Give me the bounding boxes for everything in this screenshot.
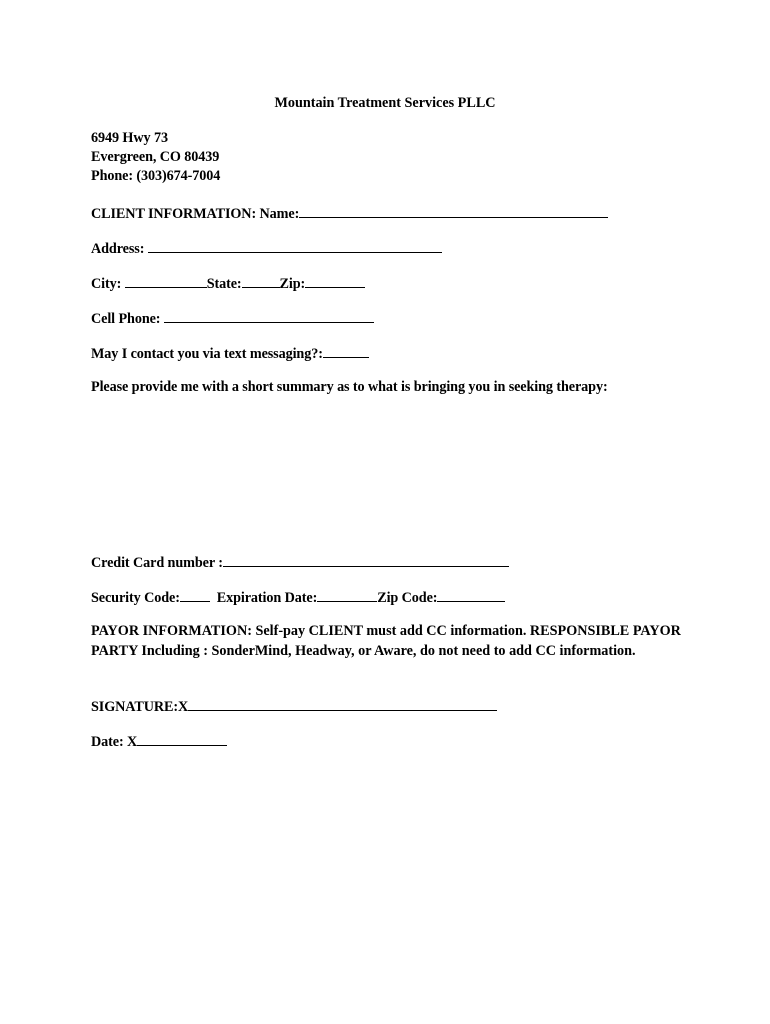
credit-card-row — [91, 552, 509, 573]
zip-label: Zip: — [279, 276, 306, 292]
signature-field[interactable] — [188, 696, 497, 711]
client-name-field[interactable] — [299, 203, 608, 218]
address-field[interactable] — [148, 238, 442, 253]
address-row — [91, 238, 442, 259]
state-label: State: — [206, 276, 242, 292]
security-expiration-row — [91, 587, 505, 608]
zip-code-label: Zip Code: — [377, 590, 438, 606]
zip-code-field[interactable] — [437, 587, 505, 602]
expiration-label: Expiration Date: — [216, 590, 318, 606]
text-msg-row — [91, 343, 369, 364]
cell-phone-label: Cell Phone: — [91, 311, 161, 327]
summary-area[interactable] — [91, 402, 681, 547]
credit-card-label: Credit Card number : — [91, 555, 223, 571]
state-field[interactable] — [242, 273, 280, 288]
practice-title: Mountain Treatment Services PLLC — [274, 95, 496, 111]
date-label: Date: X — [91, 734, 138, 750]
text-msg-label: May I contact you via text messaging?: — [91, 346, 323, 362]
city-state-zip-row — [91, 273, 365, 294]
signature-label: SIGNATURE:X — [91, 699, 189, 715]
security-code-label: Security Code: — [91, 590, 180, 606]
cell-phone-row — [91, 308, 374, 329]
expiration-field[interactable] — [317, 587, 377, 602]
payor-information: PAYOR INFORMATION: Self-pay CLIENT must add CC information. RESPONSIBLE PAYOR PARTY Including : SonderMind, Headway, or Aware, do not need to add CC information. — [91, 623, 681, 659]
security-code-field[interactable] — [180, 587, 210, 602]
date-field[interactable] — [137, 731, 227, 746]
address-label: Address: — [91, 241, 145, 257]
zip-field[interactable] — [305, 273, 365, 288]
address-line1: 6949 Hwy 73 — [91, 130, 168, 146]
summary-prompt: Please provide me with a short summary as to what is bringing you in seeking therapy: — [91, 379, 608, 395]
cell-phone-field[interactable] — [164, 308, 374, 323]
address-line2: Evergreen, CO 80439 — [91, 149, 220, 165]
text-msg-field[interactable] — [323, 343, 369, 358]
credit-card-field[interactable] — [223, 552, 509, 567]
phone-line: Phone: (303)674-7004 — [91, 168, 221, 184]
client-name-row — [91, 203, 608, 224]
date-row — [91, 731, 227, 752]
city-field[interactable] — [125, 273, 207, 288]
client-name-label: CLIENT INFORMATION: Name: — [91, 206, 300, 222]
city-label: City: — [91, 276, 122, 292]
signature-row — [91, 696, 497, 717]
